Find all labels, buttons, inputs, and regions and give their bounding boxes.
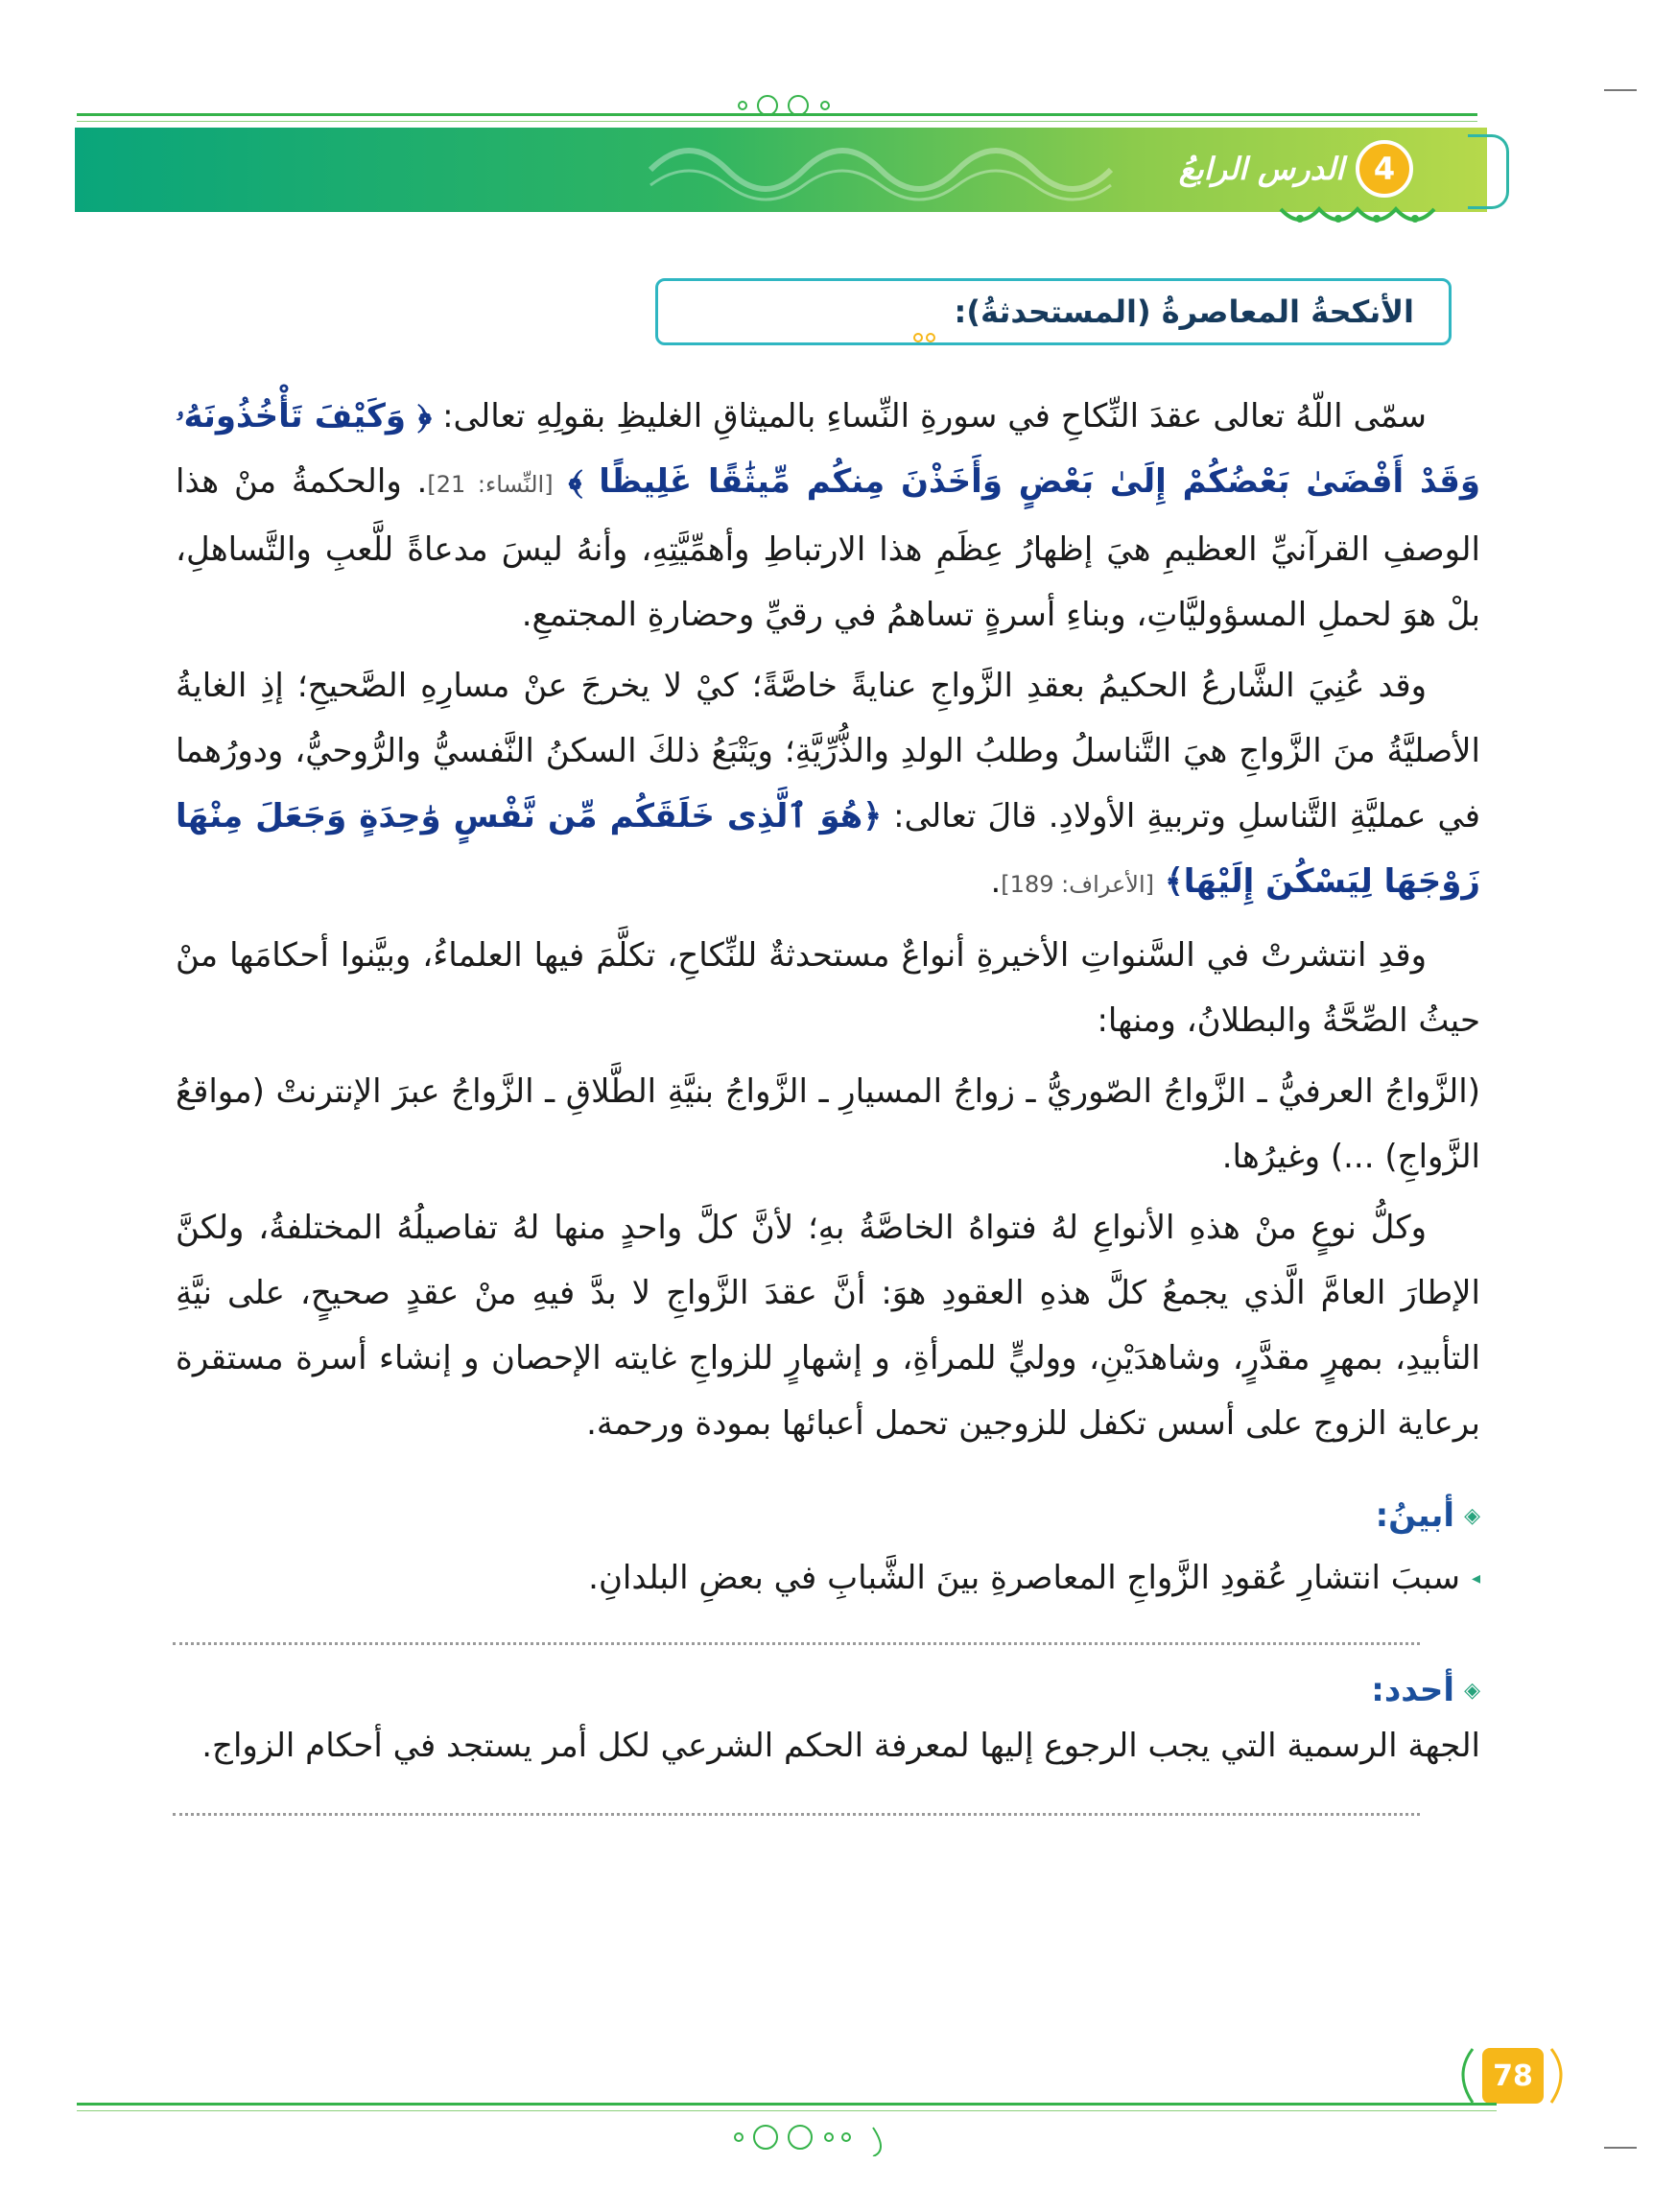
page-number: 78 — [1482, 2048, 1544, 2104]
paragraph-4: (الزَّواجُ العرفيُّ ـ الزَّواجُ الصّوريُّ ـ زواجُ المسيارِ ـ الزَّواجُ بنيَّةِ الطَّلاقِ ـ الزَّواجُ عبرَ الإنترنتْ (مواقعُ الزَّواجِ) ...) وغيرُها. — [176, 1072, 1480, 1176]
activity-2-item — [201, 1727, 1480, 1765]
footer-rule — [77, 2103, 1497, 2106]
footer-ornament — [729, 2118, 921, 2156]
paragraph-2-text-b: . — [990, 862, 1002, 901]
lesson-number-badge: 4 — [1356, 140, 1413, 198]
paragraph-2 — [176, 653, 1480, 917]
banner-frame — [1468, 134, 1509, 209]
page-number-frame-icon — [1444, 2045, 1578, 2106]
paragraph-3: وقدِ انتشرتْ في السَّنواتِ الأخيرةِ أنواعٌ مستحدثةٌ للنِّكاحِ، تكلَّمَ فيها العلماءُ، وبيَّنوا أحكامَها منْ حيثُ الصِّحَّةُ والبطلانُ، ومنها: — [176, 936, 1480, 1040]
section-heading-box — [655, 278, 1452, 345]
answer-line-2[interactable] — [173, 1813, 1420, 1816]
paragraph-1 — [176, 384, 1480, 647]
quran-verse-1: ﴿ وَكَيْفَ تَأْخُذُونَهُۥ وَقَدْ أَفْضَىٰ بَعْضُكُمْ إِلَىٰ بَعْضٍ وَأَخَذْنَ مِنكُم مِّيثَٰقًا غَلِيظًا ﴾ — [176, 397, 1480, 501]
header-rule-thin — [77, 121, 1477, 122]
triangle-bullet-icon: ◂ — [1471, 1567, 1480, 1588]
paragraph-2-text-a: وقد عُنِيَ الشَّارعُ الحكيمُ بعقدِ الزَّواجِ عنايةً خاصَّةً؛ كيْ لا يخرجَ عنْ مسارِهِ الصَّحيحِ؛ إذِ الغايةُ الأصليَّةُ منَ الزَّواجِ هيَ التَّناسلُ وطلبُ الولدِ والذُّرِّيَّةِ؛ ويَتْبَعُ ذلكَ السكنُ النَّفسيُّ والرُّوحيُّ، ودورُهما في عمليَّةِ التَّناسلِ وتربيةِ الأولادِ. قالَ تعالى: — [176, 667, 1480, 835]
verse-ref-2: [الأعراف: 189] — [1001, 871, 1155, 898]
banner-flourish-icon — [1276, 201, 1439, 230]
paragraph-5: وكلُّ نوعٍ منْ هذهِ الأنواعِ لهُ فتواهُ الخاصَّةُ بهِ؛ لأنَّ كلَّ واحدٍ منها لهُ تفاصيلُهُ المختلفةُ، ولكنَّ الإطارَ العامَّ الَّذي يجمعُ كلَّ هذهِ العقودِ هوَ: أنَّ عقدَ الزَّواجِ لا بدَّ فيهِ منْ عقدٍ صحيحٍ، على نيَّةِ التأبيدِ، بمهرٍ مقدَّرٍ، وشاهدَيْنِ، ووليٍّ للمرأةِ، و إشهارٍ للزواجِ غايته الإحصان و إنشاء أسرة مستقرة برعاية الزوج على أسس تكفل للزوجين تحمل أعبائها بمودة ورحمة. — [176, 1209, 1480, 1443]
header-rule — [77, 113, 1477, 116]
activity-1-heading — [1376, 1496, 1480, 1535]
activity-2-heading — [1371, 1671, 1480, 1709]
lesson-title: الدرس الرابعُ — [1178, 151, 1344, 187]
lesson-body — [176, 384, 1480, 1462]
activity-2-title: أحدد: — [1371, 1671, 1455, 1709]
lesson-label — [1179, 142, 1413, 196]
diamond-bullet-icon: ◈ — [1464, 1503, 1480, 1528]
paragraph-1-text-a: سمّى اللّهُ تعالى عقدَ النِّكاحِ في سورةِ النِّساءِ بالميثاقِ الغليظِ بقولِهِ تعالى: — [432, 397, 1427, 435]
margin-mark-bottom — [1604, 2147, 1637, 2149]
activity-2-text: الجهة الرسمية التي يجب الرجوع إليها لمعرفة الحكم الشرعي لكل أمر يستجد في أحكام الزواج. — [201, 1727, 1480, 1765]
verse-ref-1: [النِّساء: 21] — [427, 471, 554, 498]
paragraph-1-text-b: . والحكمةُ منْ هذا الوصفِ القرآنيِّ العظيمِ هيَ إظهارُ عِظَمِ هذا الارتباطِ وأهمِّيَّتِهِ، وأنهُ ليسَ مدعاةً للَّعبِ والتَّساهلِ، بلْ هوَ لحملِ المسؤوليَّاتِ، وبناءِ أسرةٍ تساهمُ في رقيِّ وحضارةِ المجتمعِ. — [176, 462, 1480, 634]
footer-rule-thin — [77, 2110, 1497, 2111]
activity-1-item — [588, 1559, 1480, 1597]
section-title: الأنكحةُ المعاصرةُ (المستحدثةُ): — [954, 294, 1414, 330]
activity-1-title: أبينُ: — [1375, 1496, 1455, 1535]
quran-verse-2: ﴿هُوَ ٱلَّذِى خَلَقَكُم مِّن نَّفْسٍ وَٰحِدَةٍ وَجَعَلَ مِنْهَا زَوْجَهَا لِيَسْكُنَ إِلَيْهَا﴾ — [176, 797, 1480, 901]
margin-mark-top — [1604, 89, 1637, 91]
section-dots-icon — [911, 330, 940, 345]
activity-1-text: سببَ انتشارِ عُقودِ الزَّواجِ المعاصرةِ بينَ الشَّبابِ في بعضِ البلدانِ. — [588, 1559, 1460, 1597]
answer-line-1[interactable] — [173, 1642, 1420, 1645]
diamond-bullet-icon: ◈ — [1464, 1678, 1480, 1703]
